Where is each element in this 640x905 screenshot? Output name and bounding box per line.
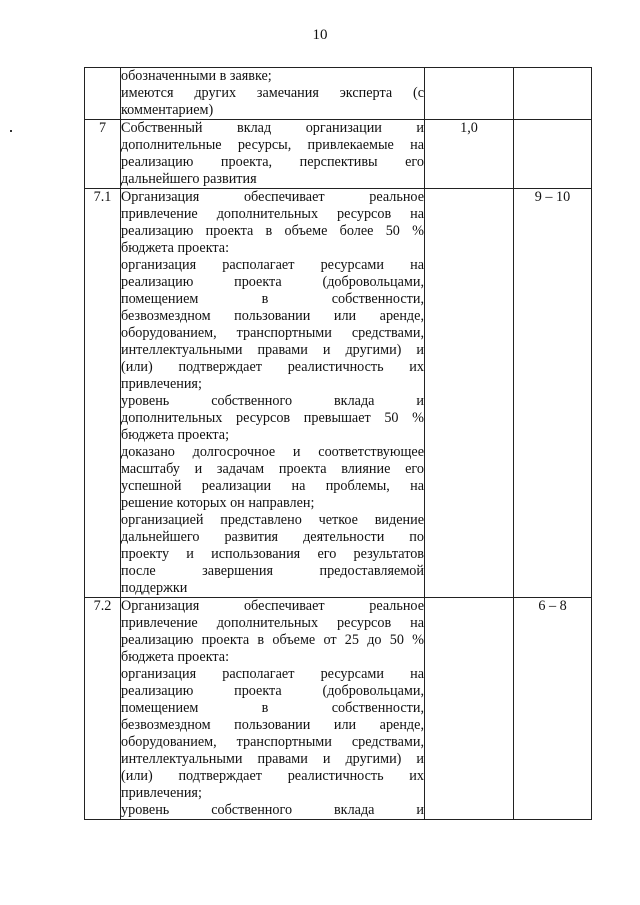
description-line: помещением в собственности, [121, 700, 424, 716]
criterion-score [514, 120, 592, 189]
description-line: (или) подтверждает реалистичность их [121, 359, 424, 375]
criterion-score: 6 – 8 [514, 598, 592, 820]
criteria-row [85, 120, 592, 189]
criterion-description [121, 68, 425, 120]
description-line: дальнейшего развития [121, 171, 257, 187]
description-line: комментарием) [121, 102, 214, 118]
description-line: доказано долгосрочное и соответствующее [121, 444, 424, 460]
description-line: имеются других замечания эксперта (с [121, 85, 424, 101]
description-line: интеллектуальными правами и другими) и [121, 342, 424, 358]
description-line: привлечения; [121, 785, 202, 801]
description-line: Организация обеспечивает реальное [121, 598, 424, 614]
criteria-row [85, 598, 592, 820]
criteria-row [85, 68, 592, 120]
description-line: успешной реализации на проблемы, на [121, 478, 424, 494]
description-line: решение которых он направлен; [121, 495, 315, 511]
description-line: реализацию проекта, перспективы его [121, 154, 424, 170]
description-line: оборудованием, транспортными средствами, [121, 734, 424, 750]
description-line: привлечение дополнительных ресурсов на [121, 615, 424, 631]
description-line: Организация обеспечивает реальное [121, 189, 424, 205]
description-line: бюджета проекта; [121, 427, 230, 443]
description-line: масштабу и задачам проекта влияние его [121, 461, 424, 477]
description-line: дополнительных ресурсов превышает 50 % [121, 410, 424, 426]
description-line: привлечение дополнительных ресурсов на [121, 206, 424, 222]
description-line: Собственный вклад организации и [121, 120, 424, 136]
description-line: оборудованием, транспортными средствами, [121, 325, 424, 341]
criterion-weight [425, 68, 514, 120]
criterion-weight [425, 189, 514, 598]
criterion-score: 9 – 10 [514, 189, 592, 598]
criterion-number: 7 [85, 120, 121, 189]
criteria-table [84, 67, 592, 820]
description-line: организация располагает ресурсами на [121, 257, 424, 273]
description-line: помещением в собственности, [121, 291, 424, 307]
criterion-score [514, 68, 592, 120]
description-line: бюджета проекта: [121, 240, 230, 256]
description-line: интеллектуальными правами и другими) и [121, 751, 424, 767]
description-line: обозначенными в заявке; [121, 68, 272, 84]
criterion-number: 7.1 [85, 189, 121, 598]
description-line: после завершения предоставляемой [121, 563, 424, 579]
page-number: 10 [312, 27, 328, 43]
description-line: привлечения; [121, 376, 202, 392]
description-line: бюджета проекта: [121, 649, 230, 665]
description-line: (или) подтверждает реалистичность их [121, 768, 424, 784]
description-line: реализацию проекта (добровольцами, [121, 274, 424, 290]
criterion-weight: 1,0 [425, 120, 514, 189]
criteria-table-body [85, 68, 592, 820]
criteria-row [85, 189, 592, 598]
scan-artifact-dot [10, 130, 12, 132]
description-line: безвозмездном пользовании или аренде, [121, 717, 424, 733]
criterion-number: 7.2 [85, 598, 121, 820]
description-line: проекту и использования его результатов [121, 546, 424, 562]
description-line: поддержки [121, 580, 188, 596]
criterion-description [121, 189, 425, 598]
criterion-weight [425, 598, 514, 820]
description-line: реализацию проекта в объеме от 25 до 50 % [121, 632, 424, 648]
description-line: уровень собственного вклада и [121, 802, 424, 818]
criterion-description [121, 598, 425, 820]
description-line: организация располагает ресурсами на [121, 666, 424, 682]
criterion-description [121, 120, 425, 189]
description-line: реализацию проекта в объеме более 50 % [121, 223, 424, 239]
description-line: организацией представлено четкое видение [121, 512, 424, 528]
description-line: уровень собственного вклада и [121, 393, 424, 409]
criterion-number [85, 68, 121, 120]
description-line: дополнительные ресурсы, привлекаемые на [121, 137, 424, 153]
description-line: реализацию проекта (добровольцами, [121, 683, 424, 699]
description-line: дальнейшего развития деятельности по [121, 529, 424, 545]
description-line: безвозмездном пользовании или аренде, [121, 308, 424, 324]
